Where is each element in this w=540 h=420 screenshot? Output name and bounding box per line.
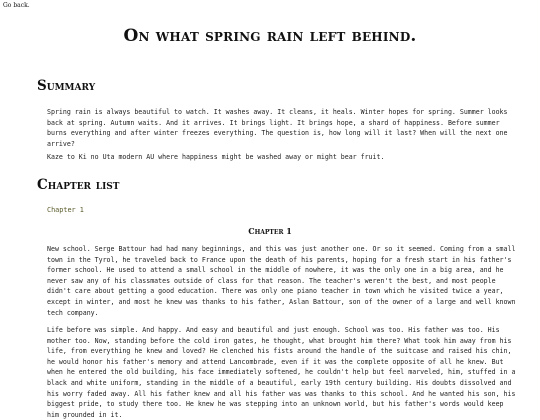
go-back-link[interactable]: Go back. [3,2,30,9]
chapter-link-1[interactable]: Chapter 1 [47,206,84,214]
chapter-paragraph: New school. Serge Battour had had many beginnings, and this was just another one. Or so it seemed. Coming from a small town in the Tyrol, he traveled back to France upon the death of his parents, hoping for a fresh start in his father's former school. He used to attend a small school in the middle of nowhere, it was the only one in a big area, and he never saw any of his classmates outside of class for that reason. The teacher's weren't the best, and most people didn't care about getting a good education. There was only one piano teacher in town which he visited twice a year, except in winter, and most he knew was thanks to his father, Aslan Battour, son of the owner of a large and well known tech company. [47,245,516,317]
summary-paragraph: Spring rain is always beautiful to watch. It washes away. It cleans, it heals. Winter hopes for spring. Summer looks back at spring. Autumn waits. And it arrives. It brings light. It brings hope, a shard of happiness. Before summer burns everything and after winter freezes everything. The question is, how long will it last? When will the next one arrive? [47,108,508,148]
chapter-title: Chapter 1 [248,226,292,236]
story-title: On what spring rain left behind. [123,26,417,46]
chapter-paragraph: Life before was simple. And happy. And easy and beautiful and just enough. School was too. His father was too. His mother too. Now, standing before the cold iron gates, he thought, what brought him there? What took him away from his life, from everything he knew and loved? He clenched his fists around the handle of the suitcase and raised his chin, he would honor his father's memory and attend Lancombrade, even if it was the complete opposite of all he knew. But when he entered the old building, his face immediately softened, he couldn't help but feel marveled, him, stuffed in a black and white uniform, standing in the middle of a beautiful, early 19th century building. His doubts dissolved and his worry faded away. All his father knew and all his father was was thanks to this school. And he wanted his son, his biggest pride, to study there too. He knew he was stepping into an unknown world, but his father's words would keep him grounded in it. [47,326,516,419]
summary-heading: Summary [37,78,96,94]
chapter-list-heading: Chapter list [37,177,120,193]
summary-paragraph-au: Kaze to Ki no Uta modern AU where happiness might be washed away or might bear fruit. [47,153,385,161]
